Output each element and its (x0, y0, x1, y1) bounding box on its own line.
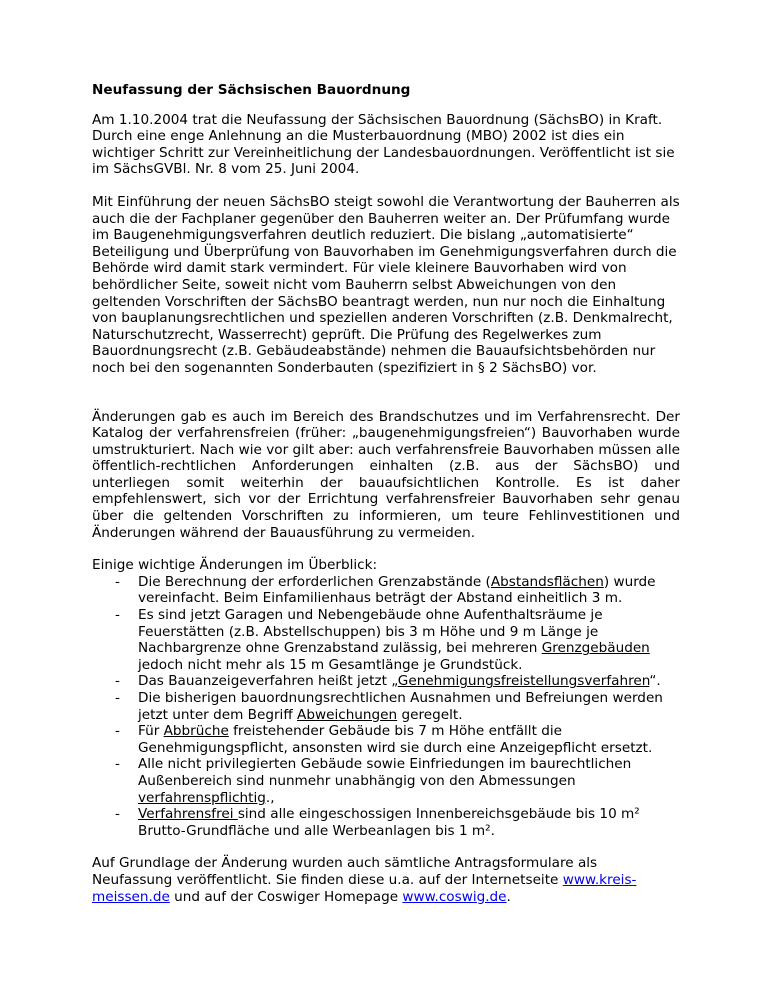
list-item (138, 574, 680, 607)
link-kreis-meissen[interactable]: www.kreis-meissen.de (92, 871, 637, 905)
list-item-text: Die bisherigen bauordnungsrechtlichen Ausnahmen und Befreiungen werden jetzt unter dem Begriff (138, 690, 663, 723)
list-item-text: ., (265, 789, 275, 806)
list-item (138, 690, 680, 723)
list-item (138, 756, 680, 806)
link-coswig[interactable]: www.coswig.de (402, 888, 507, 905)
closing-text: und auf der Coswiger Homepage (169, 888, 403, 905)
list-item-text: freistehender Gebäude bis 7 m Höhe entfällt die Genehmigungspflicht, ansonsten wird sie durch eine Anzeigepflicht ersetzt. (138, 723, 653, 756)
list-intro: Einige wichtige Änderungen im Überblick: (92, 557, 378, 574)
closing-text: Auf Grundlage der Änderung wurden auch sämtliche Antragsformulare als Neufassung veröffentlicht. Sie finden diese u.a. auf der Internetseite (92, 855, 598, 888)
list-item-text: geregelt. (397, 706, 463, 723)
paragraph-intro: Am 1.10.2004 trat die Neufassung der Sächsischen Bauordnung (SächsBO) in Kraft. Durch eine enge Anlehnung an die Musterbauordnung (MBO) 2002 ist dies ein wichtiger Schritt zur Vereinheitlichung der Landesbauordnungen. Veröffentlicht ist sie im SächsGVBl. Nr. 8 vom 25. Juni 2004. (92, 111, 675, 178)
document-title: Neufassung der Sächsischen Bauordnung (92, 82, 411, 98)
list-item-text: Das Bauanzeigeverfahren heißt jetzt „ (138, 673, 398, 690)
list-item-text: Die Berechnung der erforderlichen Grenzabstände ( (138, 573, 491, 590)
term-genehmigungsfreistellungsverfahren: Genehmigungsfreistellungsverfahren (397, 673, 650, 690)
list-item-text: sind alle eingeschossigen Innenbereichsgebäude bis 10 m² Brutto-Grundfläche und alle Werbeanlagen bis 1 m². (138, 806, 640, 839)
list-item (138, 723, 680, 756)
paragraph-responsibility: Mit Einführung der neuen SächsBO steigt sowohl die Verantwortung der Bauherren als auch die der Fachplaner gegenüber den Bauherren weiter an. Der Prüfumfang wurde im Baugenehmigungsverfahren deutlich reduziert. Die bislang „automatisierte“ Beteiligung und Überprüfung von Bauvorhaben im Genehmigungsverfahren durch die Behörde wird damit stark vermindert. Für viele kleinere Bauvorhaben wird von behördlicher Seite, soweit nicht vom Bauherrn selbst Abweichungen von den geltenden Vorschriften der SächsBO beantragt werden, nun nur noch die Einhaltung von bauplanungsrechtlichen und speziellen anderen Vorschriften (z.B. Denkmalrecht, Naturschutzrecht, Wasserrecht) geprüft. Die Prüfung des Regelwerkes zum Bauordnungsrecht (z.B. Gebäudeabstände) nehmen die Bauaufsichtsbehörden nur noch bei den sogenannten Sonderbauten (spezifiziert in § 2 SächsBO) vor. (92, 193, 680, 376)
term-verfahrenspflichtig: verfahrenspflichtig (138, 789, 266, 806)
list-item (138, 607, 680, 673)
term-abweichungen: Abweichungen (297, 706, 398, 723)
term-grenzgebaeuden: Grenzgebäuden (541, 640, 650, 657)
list-item (138, 673, 680, 690)
list-item-text: jedoch nicht mehr als 15 m Gesamtlänge je Grundstück. (138, 656, 523, 673)
term-abbrueche: Abbrüche (163, 723, 229, 740)
paragraph-closing (92, 855, 680, 905)
list-item-text: “. (649, 673, 661, 690)
list-item-text: Es sind jetzt Garagen und Nebengebäude ohne Aufenthaltsräume je Feuerstätten (z.B. Abstellschuppen) bis 3 m Höhe und 9 m Länge je Nachbargrenze ohne Grenzabstand zulässig, bei mehreren (138, 607, 603, 657)
paragraph-fire-protection: Änderungen gab es auch im Bereich des Brandschutzes und im Verfahrensrecht. Der Katalog der verfahrensfreien (früher: „baugenehmigungsfreien“) Bauvorhaben wurde umstrukturiert. Nach wie vor gilt aber: auch verfahrensfreie Bauvorhaben müssen alle öffentlich-rechtlichen Anforderungen einhalten (z.B. aus der SächsBO) und unterliegen somit weiterhin der bauaufsichtlichen Kontrolle. Es ist daher empfehlenswert, sich vor der Errichtung verfahrensfreier Bauvorhaben sehr genau über die geltenden Vorschriften zu informieren, um teure Fehlinvestitionen und Änderungen während der Bauausführung zu vermeiden. (92, 408, 680, 541)
document-page (92, 82, 680, 921)
closing-text: . (506, 888, 511, 905)
changes-list (92, 574, 680, 840)
list-item (138, 806, 680, 839)
list-item-text: ) wurde vereinfacht. Beim Einfamilienhaus beträgt der Abstand einheitlich 3 m. (138, 573, 656, 607)
list-item-text: Für (138, 723, 164, 740)
term-abstandsflaechen: Abstandsflächen (490, 573, 604, 590)
term-verfahrensfrei: Verfahrensfrei (138, 806, 238, 823)
list-item-text: Alle nicht privilegierten Gebäude sowie Einfriedungen im baurechtlichen Außenbereich sind nunmehr unabhängig von den Abmessungen (138, 756, 632, 789)
